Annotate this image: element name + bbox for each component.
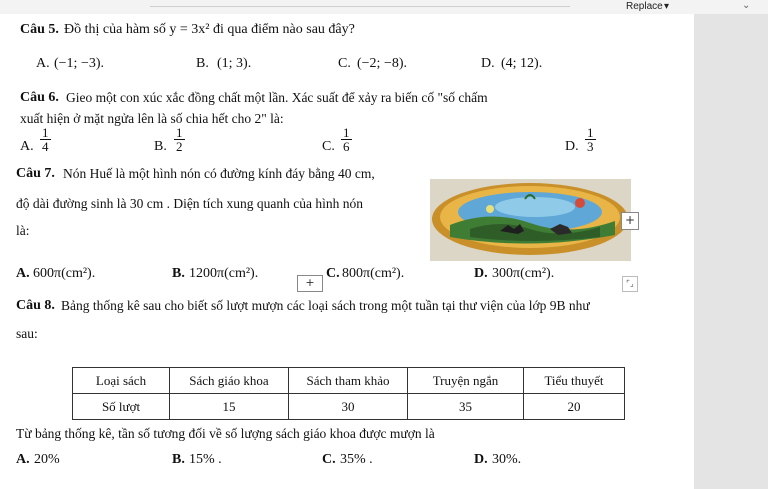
q8-option-a: 20% <box>34 452 60 467</box>
table-header-cell: Sách tham khảo <box>289 368 408 394</box>
q6-a-denominator: 4 <box>42 139 49 154</box>
image-layout-button[interactable]: + <box>621 212 639 230</box>
q5-text: Đồ thị của hàm số y = 3x² đi qua điểm nào sau đây? <box>64 22 355 37</box>
replace-button[interactable]: Replace <box>626 1 663 12</box>
q8-question: Từ bảng thống kê, tần số tương đối về số lượng sách giáo khoa được mượn là <box>16 426 435 441</box>
statistics-table <box>72 367 625 420</box>
resize-handle-icon[interactable]: ⌜⌟ <box>622 276 638 292</box>
q7-line1: Nón Huế là một hình nón có đường kính đáy bằng 40 cm, <box>63 166 375 181</box>
q5-option-b-letter: B. <box>196 56 209 71</box>
ribbon-strip <box>0 0 768 15</box>
q6-option-a-letter: A. <box>20 139 34 154</box>
q6-b-denominator: 2 <box>176 139 183 154</box>
q7-option-d: 300π(cm²). <box>492 266 555 281</box>
q6-c-denominator: 6 <box>343 139 350 154</box>
q8-line1: Bảng thống kê sau cho biết số lượt mượn các loại sách trong một tuần tại thư viện của lớp 9B như <box>61 298 590 313</box>
q7-option-b-letter: B. <box>172 266 185 281</box>
table-cell: 35 <box>408 394 524 420</box>
q7-line3: là: <box>16 223 30 238</box>
q5-prefix: Câu 5. <box>20 22 59 37</box>
table-header-cell: Tiểu thuyết <box>524 368 625 394</box>
q8-option-d-letter: D. <box>474 452 488 467</box>
document-page <box>0 14 694 489</box>
table-cell: Số lượt <box>73 394 170 420</box>
q8-line2: sau: <box>16 326 38 341</box>
q8-option-b-letter: B. <box>172 452 185 467</box>
q6-d-numerator: 1 <box>587 125 594 140</box>
q6-a-numerator: 1 <box>42 125 49 140</box>
q5-option-d-letter: D. <box>481 56 495 71</box>
q8-option-c: 35% . <box>340 452 373 467</box>
q5-option-d: (4; 12). <box>501 56 543 71</box>
q5-option-a-letter: A. <box>36 56 50 71</box>
q8-option-a-letter: A. <box>16 452 30 467</box>
table-header-row <box>73 368 625 394</box>
q7-option-c: 800π(cm²). <box>342 266 405 281</box>
q5-option-c: (−2; −8). <box>357 56 408 71</box>
q6-option-c-fraction <box>341 126 352 153</box>
q5-option-b: (1; 3). <box>217 56 252 71</box>
table-header-cell: Loại sách <box>73 368 170 394</box>
q5-option-c-letter: C. <box>338 56 351 71</box>
q7-line2: độ dài đường sinh là 30 cm . Diện tích xung quanh của hình nón <box>16 196 364 211</box>
q6-d-denominator: 3 <box>587 139 594 154</box>
document-side-margin <box>694 14 768 489</box>
q8-option-c-letter: C. <box>322 452 336 467</box>
q6-b-numerator: 1 <box>176 125 183 140</box>
ruler <box>150 0 570 7</box>
non-hue-image[interactable] <box>430 179 631 261</box>
q7-option-c-letter: C. <box>326 266 340 281</box>
q7-prefix: Câu 7. <box>16 166 55 181</box>
q6-c-numerator: 1 <box>343 125 350 140</box>
q8-prefix: Câu 8. <box>16 298 55 313</box>
q8-option-b: 15% . <box>189 452 222 467</box>
table-cell: 30 <box>289 394 408 420</box>
q6-option-d-letter: D. <box>565 139 579 154</box>
ribbon-collapse-icon[interactable]: ⌄ <box>742 0 751 11</box>
q6-option-b-letter: B. <box>154 139 167 154</box>
q5-option-a: (−1; −3). <box>54 56 105 71</box>
inline-plus-button[interactable]: + <box>297 275 323 292</box>
q6-option-c-letter: C. <box>322 139 335 154</box>
table-header-cell: Sách giáo khoa <box>170 368 289 394</box>
q6-option-b-fraction <box>174 126 185 153</box>
q7-option-a: 600π(cm²). <box>33 266 96 281</box>
non-hue-illustration <box>430 179 631 261</box>
replace-dropdown-icon[interactable]: ▾ <box>664 1 670 12</box>
q7-option-b: 1200π(cm²). <box>189 266 259 281</box>
q7-option-d-letter: D. <box>474 266 488 281</box>
q6-line2: xuất hiện ở mặt ngửa lên là số chia hết cho 2" là: <box>20 111 284 126</box>
table-cell: 20 <box>524 394 625 420</box>
q6-option-a-fraction <box>40 126 51 153</box>
q6-option-d-fraction <box>585 126 596 153</box>
table-cell: 15 <box>170 394 289 420</box>
table-header-cell: Truyện ngắn <box>408 368 524 394</box>
q7-option-a-letter: A. <box>16 266 30 281</box>
q8-option-d: 30%. <box>492 452 522 467</box>
q6-prefix: Câu 6. <box>20 90 59 105</box>
table-row <box>73 394 625 420</box>
q6-line1: Gieo một con xúc xắc đồng chất một lần. Xác suất để xảy ra biến cố "số chấm <box>66 90 488 105</box>
